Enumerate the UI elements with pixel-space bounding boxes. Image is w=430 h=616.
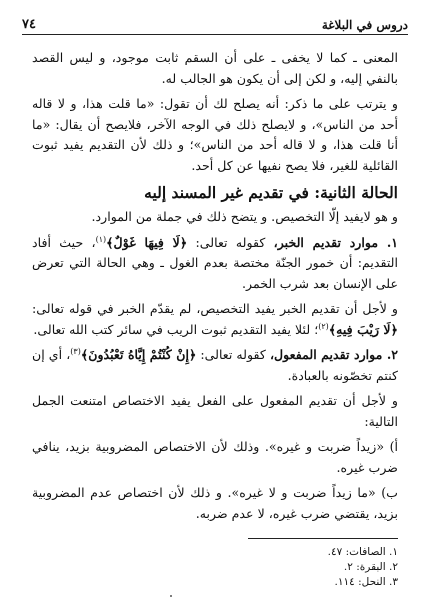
section-intro: و هو لايفيد إلّا التخصيص. و يتضح ذلك في جملة من الموارد. [91,209,398,224]
footnote-ref-2: (٢) [318,321,329,331]
paragraph-2: و يترتب على ما ذكر: أنه يصلح لك أن تقول: «ما قلت هذا، و لا قاله أحد من الناس»، و لايصلح ذلك في الوجه الآخر، فلايصح أن يقال: «ما أنا قلت هذا، و لا قاله أحد من الناس»؛ و ذلك لأن التقديم يفيد ثبوت القائلية للغير، فلا يصح نفيها عن كل أحد. [32,96,398,173]
item-2-paragraph-2: و لأجل أن تقديم المفعول على الفعل يفيد الاختصاص امتنعت الجمل التالية: [32,393,398,429]
example-a: أ) «زيداً ضربت و غيره». وذلك لأن الاختصاص المضروبية بزيد، ينافي ضرب غيره. [32,439,398,475]
item-1-paragraph [32,233,398,295]
item-1-p2-quran-quote: ﴿لَا رَيْبَ فِيهِ﴾ [328,321,398,337]
item-2-quran-quote: ﴿إِنْ كُنْتُمْ إِيَّاهُ تَعْبُدُونَ﴾ [80,347,197,362]
footnote-2: ٢. البقرة: ٢. [343,561,398,573]
footnote-1: ١. الصافات: ٤٧. [327,546,398,558]
item-1-p2-rest: ؛ لئلا يفيد التقديم ثبوت الريب في سائر كتب الله تعالى. [33,321,319,337]
example-b: ب) «ما زيداً ضربت و لا غيره». و ذلك لأن اختصاص عدم المضروبية بزيد، يقتضي ضرب غيره، لا عدم ضربه. [32,485,398,521]
running-header [22,10,408,35]
item-2-text: كقوله تعالى: [196,347,270,362]
page-body [32,48,398,529]
item-1-p2-text: و لأجل أن تقديم الخبر يفيد التخصيص، لم يقدّم الخبر في قوله تعالى: [32,301,398,316]
footnote-3: ٣. النحل: ١١٤. [334,576,398,588]
page-number: ٧٤ [22,17,36,32]
footnote-divider [248,538,398,539]
header-title: دروس في البلاغة [321,18,408,32]
item-1-paragraph-2 [32,299,398,340]
scan-speck [170,595,172,597]
item-2-rest: ، أي إن كنتم تخصّونه بالعبادة. [32,347,398,383]
paragraph-1: المعنى ـ كما لا يخفى ـ على أن السقم ثابت موجود، و ليس القصد بالنفي إليه، و لكن إلى أن يكون هو الجالب له. [32,50,398,86]
item-1-text: كقوله تعالى: [187,234,274,250]
item-1-rest: ، حيث أفاد التقديم: أن خمور الجنّة مختصة بعدم الغول ـ وهي الحالة التي تعرض على الإنسان بعد شرب الخمر. [32,234,398,291]
item-1-quran-quote: ﴿لَا فِيهَا غَوْلٌ﴾ [106,234,188,250]
footnotes [32,545,398,590]
item-2-paragraph [32,345,398,386]
footnote-ref-1: (١) [95,234,107,244]
item-2-label: ٢. موارد تقديم المفعول، [269,347,398,362]
footnote-ref-3: (٣) [70,346,81,356]
item-1-label: ١. موارد تقديم الخبر، [273,234,398,250]
section-heading: الحالة الثانية: في تقديم غير المسند إليه [144,183,398,202]
